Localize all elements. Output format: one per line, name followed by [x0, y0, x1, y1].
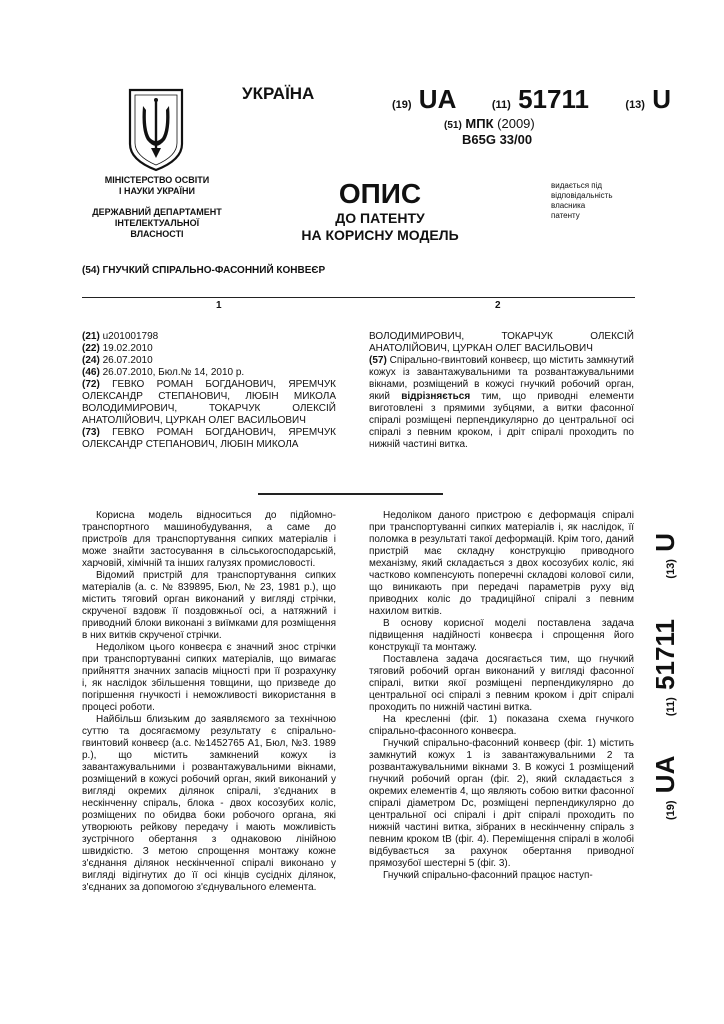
biblio-73: (73) ГЕВКО РОМАН БОГДАНОВИЧ, ЯРЕМЧУК ОЛЕКСАНДР СТЕПАНОВИЧ, ЛЮБІН МИКОЛА: [82, 427, 336, 450]
trident-shield-icon: [127, 88, 185, 172]
paragraph: Недоліком даного пристрою є деформація спіралі при транспортуванні сипких матеріалів і, як наслідок, її поломка в результаті такої деформацій. Крім того, даний пристрій має складну конструкцію приводного механізму, який складається з двох косозубих коліс, які частково компенсують поперечні складові колової сили, що виникають при передачі параметрів руху від приводних коліс до традиційної спіралі з певним нахилом витків.: [369, 510, 634, 617]
country-name: УКРАЇНА: [242, 84, 315, 103]
paragraph: В основу корисної моделі поставлена задача підвищення надійності конвеєра і спрощення його конструкції та монтажу.: [369, 618, 634, 653]
ministry-name: МІНІСТЕРСТВО ОСВІТИ І НАУКИ УКРАЇНИ: [104, 175, 210, 196]
biblio-46: (46) 26.07.2010, Бюл.№ 14, 2010 р.: [82, 367, 245, 378]
column-number-right: 2: [495, 300, 501, 311]
coat-of-arms-emblem: [127, 88, 185, 172]
section-divider: [258, 493, 443, 495]
side-kind-code: U: [650, 533, 680, 552]
paragraph: Відомий пристрій для транспортування сипких матеріалів (а. с. № 839895, Бюл, № 23, 1981 р.), що містить тяговий орган виконаний у вигляді стрічки, скрученої вздовж її поздовжньої осі, а натяжний і приводний блоки виконані з виїмками для розміщення в них витків скрученої стрічки.: [82, 570, 336, 641]
side-number: 51711: [650, 619, 680, 690]
description-right-column: [369, 510, 634, 882]
kind-code: U: [652, 84, 671, 114]
biblio-22: (22) 19.02.2010: [82, 343, 153, 354]
side-code-11: (11): [665, 697, 677, 717]
document-subtitle-1: ДО ПАТЕНТУ: [335, 210, 425, 226]
biblio-72: (72) ГЕВКО РОМАН БОГДАНОВИЧ, ЯРЕМЧУК ОЛЕКСАНДР СТЕПАНОВИЧ, ЛЮБІН МИКОЛА ВОЛОДИМИРОВИЧ, ТОКАРЧУК ОЛЕКСІЙ АНАТОЛІЙОВИЧ, ЦУРКАН ОЛЕГ ВАСИЛЬОВИЧ: [82, 379, 336, 426]
code-11: (11): [491, 99, 511, 111]
paragraph: Поставлена задача досягається тим, що гнучкий тяговий робочий орган виконаний у вигляді фасонної спіралі, витки якої розміщені перпендикулярно до центральної осі спіралі з певним кроком і дріт спіралі проходить по нижній частині витка.: [369, 654, 634, 713]
patent-number: 51711: [518, 84, 589, 114]
bibliographic-data: [82, 331, 336, 451]
side-country-code: UA: [650, 756, 680, 794]
document-subtitle-2: НА КОРИСНУ МОДЕЛЬ: [301, 227, 459, 243]
code-19: (19): [392, 99, 412, 111]
patent-number-line: [392, 84, 671, 115]
biblio-21: (21) u201001798: [82, 331, 159, 342]
country-code: UA: [418, 84, 456, 114]
code-13: (13): [625, 99, 645, 111]
ipc-class: B65G 33/00: [462, 132, 533, 147]
ipc-year: (2009): [497, 116, 535, 131]
paragraph: Найбільш близьким до заявляємого за технічною суттю та досягаємому результату є спірально-гвинтовий конвеєр (а.с. №1452765 А1, Бюл, №3. 1989 р.), що містить замкнений кожух із завантажувальними і розвантажувальними вікнами, розміщений в кожусі робочий орган, який виконаний у вигляді окремих ділянок спіралі, з'єднаних в нескінченну спіраль, блока - двох косозубих коліс, розміщених по обидва боки робочого органа, які утворюють рейкову передачу і мають можливість зустрічного обертання з однаковою лінійною швидкістю. З метою спрощення монтажу кожне з'єднання ділянок нескінченної спіралі виконано у вигляді відігнутих до її осі кінців сусідніх ділянок, з'єднаних за допомогою з'єднувального елемента.: [82, 714, 336, 893]
paragraph: Гнучкий спірально-фасонний конвеєр (фіг. 1) містить замкнутий кожух 1 із завантажувальними 2 та розвантажувальними вікнами 3. В кожусі 1 розміщений гнучкий робочий орган (фіг. 2), який складається з окремих елементів 4, що являють собою витки фасонної спіралі діаметром Dc, розміщені перпендикулярно до центральної осі спіралі і дріт спіралі проходить по нижній частині витка, зібраних в нескінченну спіраль з певним кроком tB (фіг. 4). Переміщення спіралі в жолобі відбувається за рахунок обертання приводної прямозубої шестерні 5 (фіг. 3).: [369, 738, 634, 869]
paragraph: На кресленні (фіг. 1) показана схема гнучкого спірально-фасонного конвеєра.: [369, 714, 634, 737]
paragraph: Недоліком цього конвеєра є значний знос стрічки при транспортуванні сипких матеріалів, що вимагає прийняття значних запасів міцності при її розрахунку і, як наслідок збільшення товщини, що призведе до погіршення гнучкості і неможливості використання в процесі роботи.: [82, 642, 336, 713]
ipc-label: МПК: [465, 116, 494, 131]
ipc-line: [444, 116, 535, 131]
description-left-column: [82, 510, 336, 894]
claim-text: (57) Спірально-гвинтовий конвеєр, що містить замкнутий кожух із завантажувальними та розвантажувальними вікнами, розміщений в кожусі гнучкий робочий орган, який відрізняється тим, що приводні елементи виготовлені з прямими зубцями, а витки фасонної спіралі розміщені перпендикулярно до центральної осі спіралі з певним кроком, і дріт спіралі проходить по нижній частині витка.: [369, 355, 634, 450]
column-number-left: 1: [216, 300, 222, 311]
department-name: ДЕРЖАВНИЙ ДЕПАРТАМЕНТ ІНТЕЛЕКТУАЛЬНОЇ ВЛАСНОСТІ: [92, 207, 222, 239]
paragraph: Корисна модель відноситься до підйомно-транспортного машинобудування, а саме до пристроїв для транспортування сипких матеріалів і може знайти застосування в сільськогосподарській, харчовій, хімічній та інших галузях промисловості.: [82, 510, 336, 569]
claim-block: [369, 331, 634, 451]
side-code-13: (13): [665, 559, 677, 579]
document-title: ОПИС: [338, 178, 422, 209]
title-divider: [82, 297, 635, 298]
ipc-code: (51): [444, 120, 462, 131]
biblio-24: (24) 26.07.2010: [82, 355, 153, 366]
invention-title: (54) ГНУЧКИЙ СПІРАЛЬНО-ФАСОННИЙ КОНВЕЄР: [82, 265, 326, 276]
side-code-19: (19): [665, 800, 677, 820]
claim-owners-continued: ВОЛОДИМИРОВИЧ, ТОКАРЧУК ОЛЕКСІЙ АНАТОЛІЙОВИЧ, ЦУРКАН ОЛЕГ ВАСИЛЬОВИЧ: [369, 331, 634, 354]
paragraph: Гнучкий спірально-фасонний працює наступ-: [383, 870, 593, 881]
issued-note: видається під відповідальність власника патенту: [551, 181, 613, 220]
